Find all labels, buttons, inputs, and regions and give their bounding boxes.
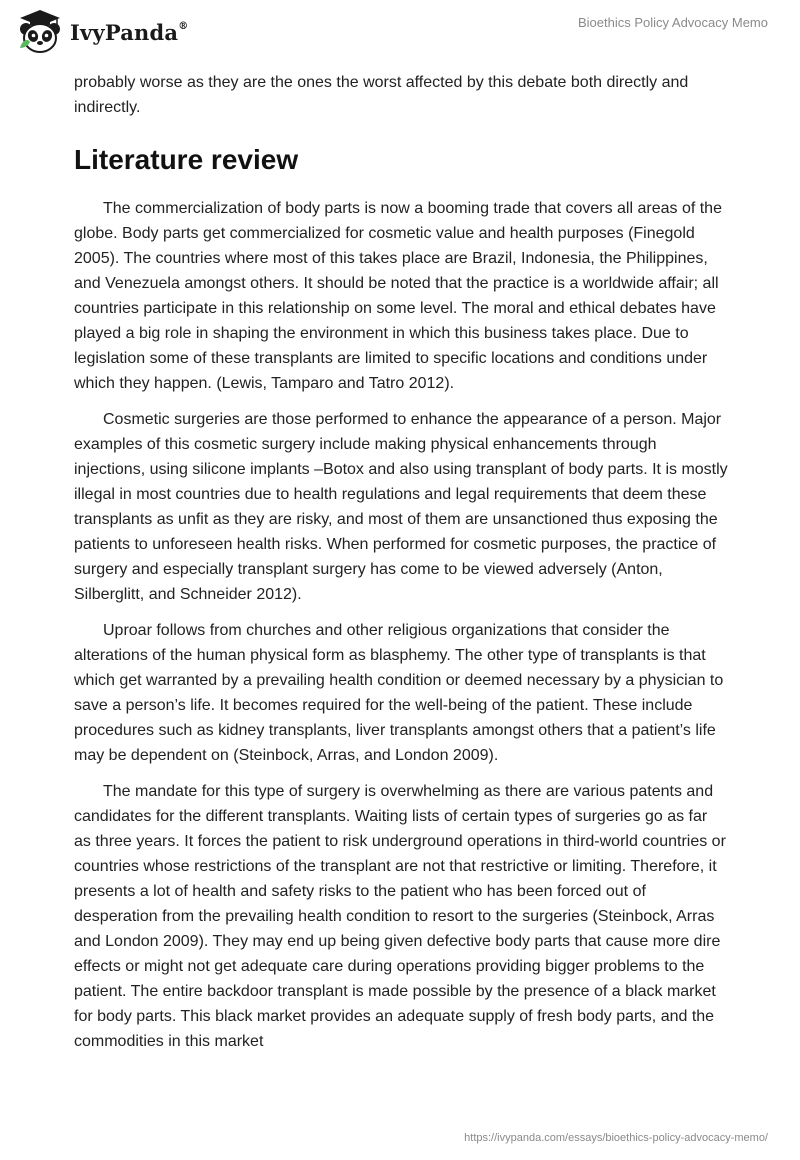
paragraph-commercialization: The commercialization of body parts is now a booming trade that covers all areas of the globe. Body parts get commercialized for cosmetic value and health purposes (Finegold 2005). The countries where most of this takes place are Brazil, Indonesia, the Philippines, and Venezuela amongst others. It should be noted that the practice is a worldwide affair; all countries participate in this relationship on some level. The moral and ethical debates have played a big role in shaping the environment in which this business takes place. Due to legislation some of these transplants are limited to specific locations and conditions under which they happen. (Lewis, Tamparo and Tatro 2012).: [74, 200, 722, 392]
brand-logo[interactable]: [16, 8, 188, 54]
brand-name: IvyPanda®: [70, 19, 189, 45]
footer-url[interactable]: https://ivypanda.com/essays/bioethics-policy-advocacy-memo/: [464, 1132, 768, 1144]
article-body: [74, 70, 728, 1065]
page-header: [0, 0, 800, 66]
section-heading: Literature review: [74, 144, 299, 175]
paragraph-cosmetic-surgeries: Cosmetic surgeries are those performed to enhance the appearance of a person. Major examples of this cosmetic surgery include making physical enhancements through injections, using silicone implants –Botox and also using transplant of body parts. It is mostly illegal in most countries due to health regulations and legal requirements that deem these transplants as unfit as they are risky, and most of them are unsanctioned thus exposing the patients to unforeseen health risks. When performed for cosmetic purposes, the practice of surgery and especially transplant surgery has come to be viewed adversely (Anton, Silberglitt, and Schneider 2012).: [74, 411, 728, 603]
document-title: Bioethics Policy Advocacy Memo: [577, 15, 768, 30]
intro-fragment-paragraph: probably worse as they are the ones the worst affected by this debate both directly and indirectly.: [74, 74, 689, 116]
paragraph-mandate: The mandate for this type of surgery is overwhelming as there are various patents and candidates for the different transplants. Waiting lists of certain types of surgeries go as far as three years. It forces the patient to risk underground operations in third-world countries or countries whose restrictions of the transplant are not that restrictive or limiting. Therefore, it presents a lot of health and safety risks to the patient who has been forced out of desperation from the prevailing health condition to resort to the surgeries (Steinbock, Arras and London 2009). They may end up being given defective body parts that cause more dire effects or might not get adequate care during operations providing bigger problems to the patient. The entire backdoor transplant is made possible by the presence of a black market for body parts. This black market provides an adequate supply of fresh body parts, and the commodities in this market: [74, 783, 726, 1050]
paragraph-uproar: Uproar follows from churches and other religious organizations that consider the alterations of the human physical form as blasphemy. The other type of transplants is that which get warranted by a prevailing health condition or deemed necessary by a physician to save a person’s life. It becomes required for the well-being of the patient. These include procedures such as kidney transplants, liver transplants amongst others that a patient’s life may be dependent on (Steinbock, Arras, and London 2009).: [74, 622, 724, 764]
panda-logo-icon: [16, 8, 64, 54]
